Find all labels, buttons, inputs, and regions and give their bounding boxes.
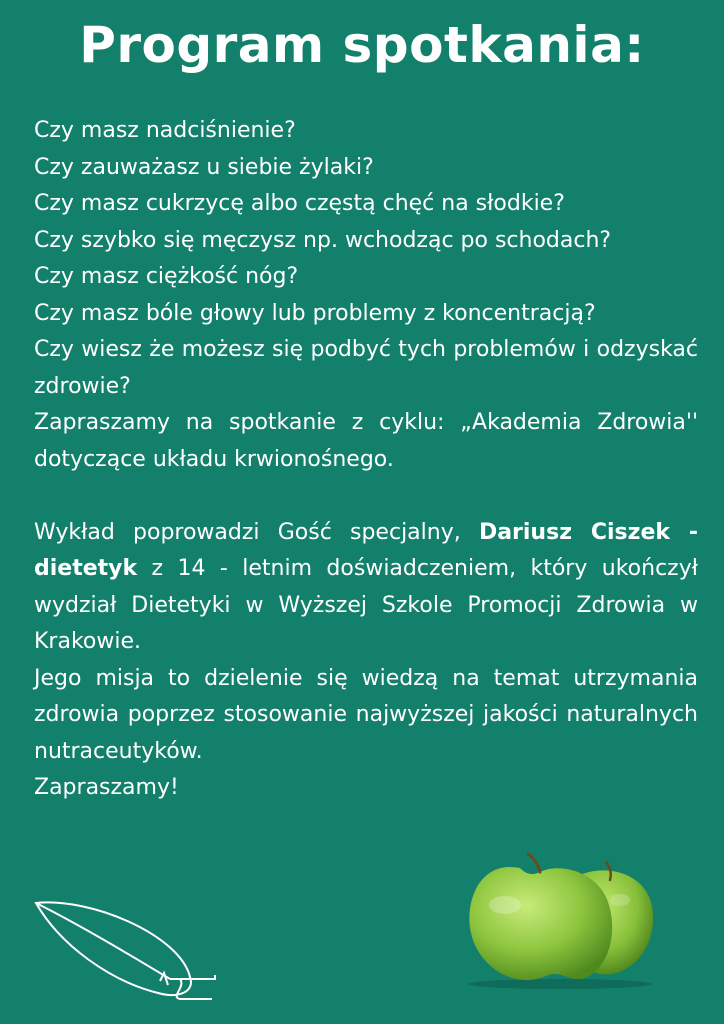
speaker-name: Dariusz Ciszek - dietetyk: [34, 519, 699, 581]
leaf-outline-icon: [30, 895, 220, 1005]
question-7: Czy wiesz że możesz się podbyć tych problemów i odzyskać zdrowie?: [34, 337, 698, 399]
page-title: Program spotkania:: [79, 16, 645, 74]
mission-paragraph: Jego misja to dzielenie się wiedzą na temat utrzymania zdrowia poprzez stosowanie najwyższej jakości naturalnych nutraceutyków.: [34, 665, 698, 764]
lecture-rest: z 14 - letnim doświadczeniem, który ukończył wydział Dietetyki w Wyższej Szkole Promocji Zdrowia w Krakowie.: [34, 556, 698, 654]
question-4: Czy szybko się męczysz np. wchodząc po schodach?: [34, 227, 612, 253]
lecture-intro: Wykład poprowadzi Gość specjalny,: [34, 519, 479, 545]
question-3: Czy masz cukrzycę albo częstą chęć na słodkie?: [34, 191, 565, 216]
main-text: [34, 113, 698, 807]
spacer: [34, 478, 698, 515]
question-1: Czy masz nadciśnienie?: [34, 118, 296, 143]
lecture-paragraph: [34, 515, 698, 661]
question-6: Czy masz bóle głowy lub problemy z koncentracją?: [34, 300, 596, 326]
invitation: Zapraszamy na spotkanie z cyklu: „Akademia Zdrowia'' dotyczące układu krwionośnego.: [34, 410, 698, 472]
closing-text: Zapraszamy!: [34, 775, 179, 800]
question-2: Czy zauważasz u siebie żylaki?: [34, 154, 374, 180]
question-5: Czy masz ciężkość nóg?: [34, 264, 299, 289]
green-apples-image: [460, 850, 660, 990]
